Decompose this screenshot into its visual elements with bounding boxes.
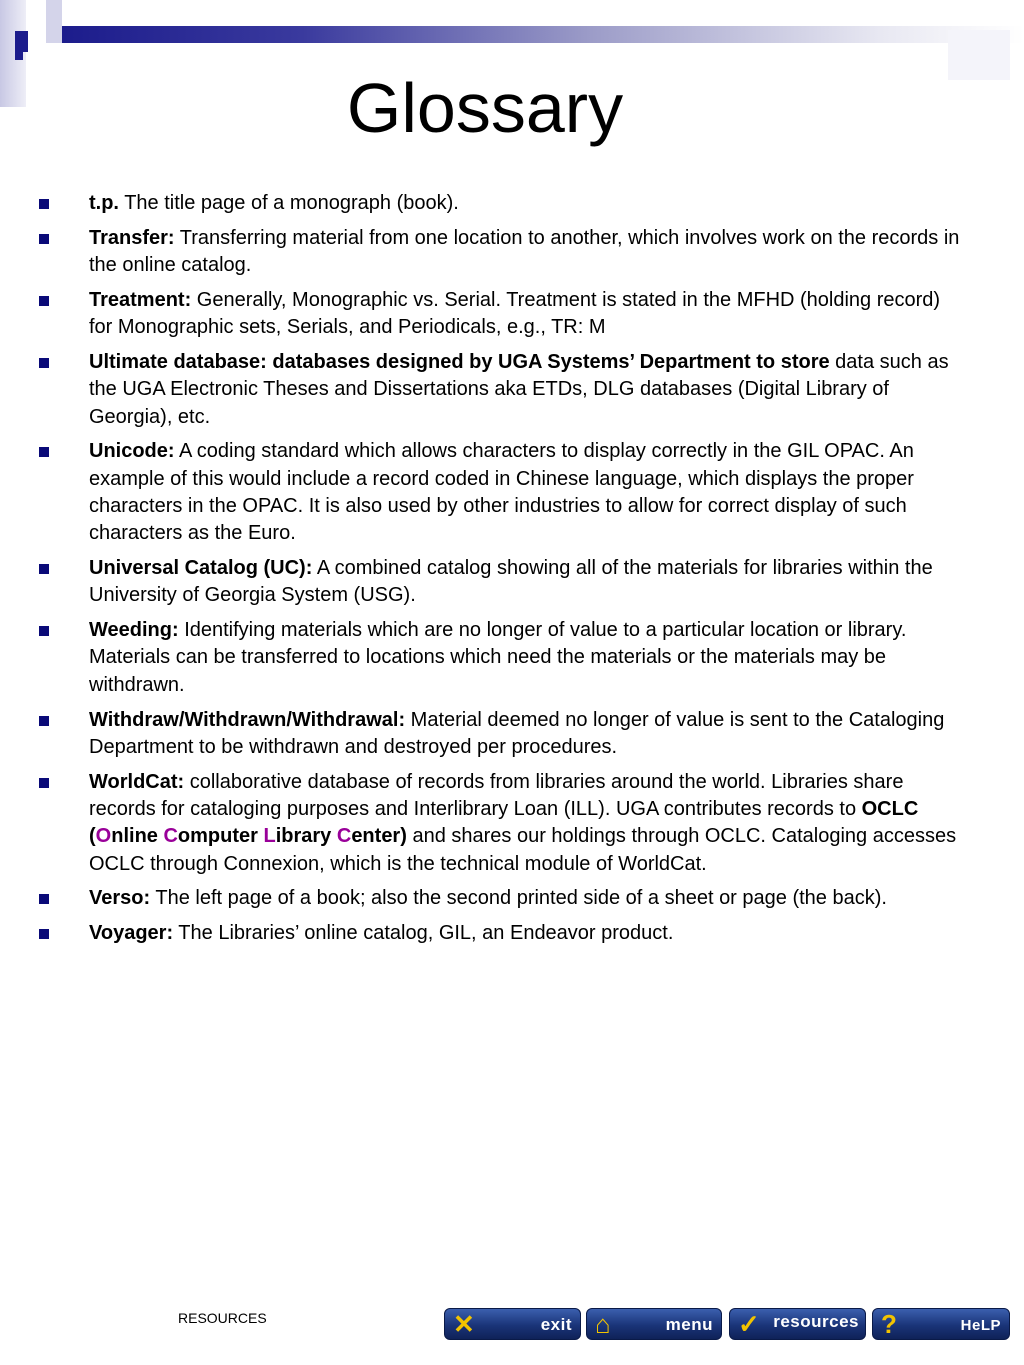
oclc-letter-l: L <box>263 825 276 848</box>
bullet-icon <box>39 447 49 457</box>
oclc-word-rest: nline <box>111 825 164 848</box>
oclc-word-rest: enter) <box>351 825 407 848</box>
help-label: HeLP <box>960 1317 1001 1334</box>
exit-button[interactable] <box>444 1308 581 1340</box>
glossary-definition: and shares our holdings through OCLC. Cataloging accesses OCLC through Connexion, which is the technical module of WorldCat. <box>89 825 957 875</box>
glossary-term: Universal Catalog (UC): <box>89 557 313 580</box>
bullet-icon <box>39 929 49 939</box>
glossary-definition: data such as the UGA Electronic Theses and Dissertations aka ETDs, DLG databases (Digital Library of Georgia), etc. <box>89 350 949 428</box>
glossary-entry-worldcat <box>0 769 965 878</box>
glossary-term: Weeding: <box>89 619 179 642</box>
bullet-icon <box>39 358 49 368</box>
header-decoration-square <box>15 31 28 52</box>
close-icon: ✕ <box>453 1309 475 1339</box>
glossary-term: Transfer: <box>89 226 175 249</box>
glossary-term: Treatment: <box>89 288 192 311</box>
bullet-icon <box>39 778 49 788</box>
home-icon: ⌂ <box>595 1309 611 1339</box>
glossary-definition: collaborative database of records from libraries around the world. Libraries share records for cataloging purposes and Interlibrary Loan (ILL). UGA contributes records to <box>89 770 904 820</box>
glossary-entry <box>0 555 965 610</box>
resources-button[interactable] <box>729 1308 866 1340</box>
footer-resources-label: RESOURCES <box>178 1310 267 1326</box>
bullet-icon <box>39 894 49 904</box>
resources-label: resources <box>773 1312 859 1331</box>
menu-label: menu <box>665 1315 713 1334</box>
glossary-term: Withdraw/Withdrawn/Withdrawal: <box>89 708 406 731</box>
help-button[interactable] <box>872 1308 1010 1340</box>
menu-button[interactable] <box>586 1308 722 1340</box>
glossary-definition: The title page of a monograph (book). <box>119 192 459 214</box>
bullet-icon <box>39 626 49 636</box>
bullet-icon <box>39 234 49 244</box>
oclc-letter-c: C <box>163 825 178 848</box>
glossary-entry <box>0 287 965 342</box>
bullet-icon <box>39 296 49 306</box>
oclc-letter-c2: C <box>336 825 352 848</box>
bullet-icon <box>39 199 49 209</box>
glossary-term: Voyager: <box>89 922 174 945</box>
header-decoration-square <box>15 52 23 60</box>
glossary-definition: A coding standard which allows characters to display correctly in the GIL OPAC. An example of this would include a record coded in Chinese language, which displays the proper characters in the OPAC. It is also used by other industries to allow for correct display of such characters as the Euro. <box>89 440 914 545</box>
glossary-entry <box>0 707 965 762</box>
oclc-letter-o: O <box>95 825 112 848</box>
glossary-list <box>0 190 1024 955</box>
glossary-entry <box>0 617 965 699</box>
page-title: Glossary <box>346 69 624 147</box>
glossary-entry <box>0 885 965 912</box>
bullet-icon <box>39 716 49 726</box>
glossary-term: t.p. <box>89 192 119 214</box>
glossary-definition: The left page of a book; also the second printed side of a sheet or page (the back). <box>150 887 887 910</box>
exit-label: exit <box>540 1315 572 1334</box>
glossary-entry <box>0 190 965 217</box>
glossary-definition: Generally, Monographic vs. Serial. Treatment is stated in the MFHD (holding record) for Monographic sets, Serials, and Periodicals, e.g., TR: M <box>89 288 941 339</box>
oclc-word-rest: ibrary <box>275 825 337 848</box>
glossary-definition: Material deemed no longer of value is sent to the Cataloging Department to be withdrawn and destroyed per procedures. <box>89 708 945 758</box>
oclc-prefix: OCLC ( <box>89 797 919 848</box>
glossary-term: Ultimate database: databases designed by UGA Systems’ Department to store <box>89 350 830 373</box>
glossary-term: WorldCat: <box>89 770 185 793</box>
glossary-definition: Identifying materials which are no longer of value to a particular location or library. Materials can be transferred to locations which need the materials or the materials may be withdrawn. <box>89 619 907 696</box>
checkmark-icon: ✓ <box>738 1309 760 1339</box>
header-decoration-bar <box>46 0 62 43</box>
bullet-icon <box>39 564 49 574</box>
glossary-entry <box>0 225 965 280</box>
question-mark-icon: ? <box>881 1309 897 1339</box>
glossary-definition: Transferring material from one location to another, which involves work on the records in the online catalog. <box>89 226 960 277</box>
glossary-entry <box>0 349 965 431</box>
glossary-entry <box>0 920 965 947</box>
oclc-word-rest: omputer <box>177 825 264 848</box>
glossary-definition: The Libraries’ online catalog, GIL, an Endeavor product. <box>173 922 674 945</box>
glossary-entry <box>0 438 965 547</box>
glossary-term: Verso: <box>89 887 151 910</box>
header-gradient-bar <box>62 26 1024 43</box>
glossary-term: Unicode: <box>89 440 175 463</box>
glossary-definition: A combined catalog showing all of the materials for libraries within the University of Georgia System (USG). <box>89 557 933 607</box>
